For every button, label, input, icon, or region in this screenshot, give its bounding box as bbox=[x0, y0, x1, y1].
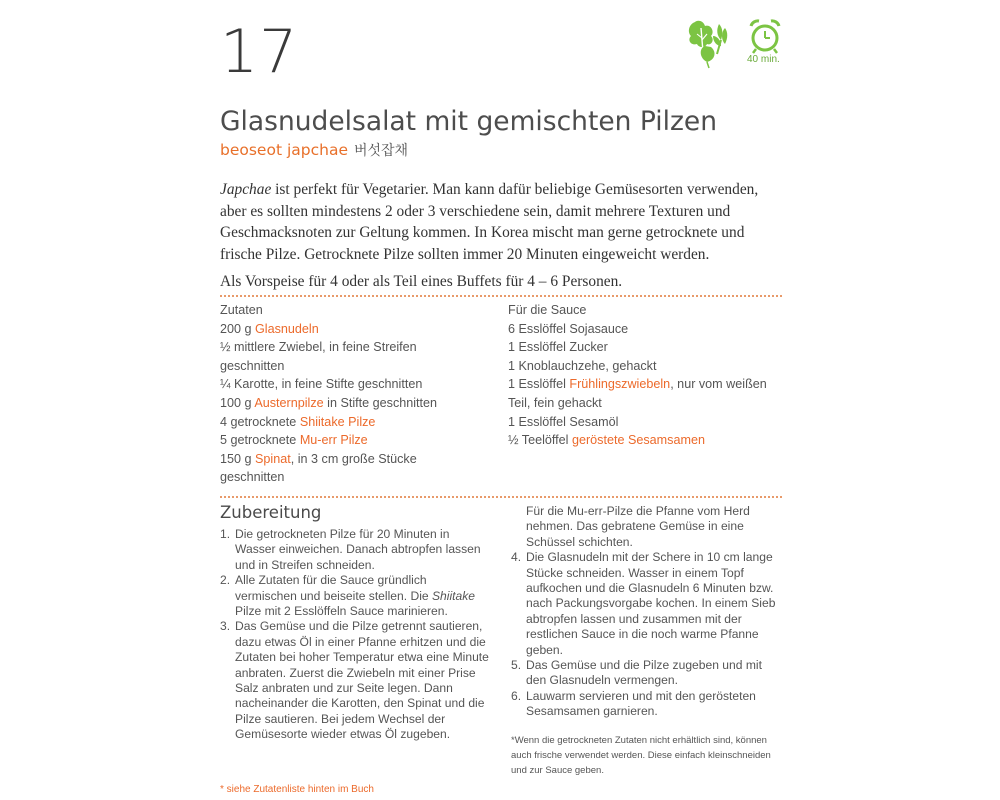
ingredient-highlight: Mu-err Pilze bbox=[299, 433, 368, 448]
ingredient-item bbox=[220, 375, 482, 394]
ingredient-item bbox=[220, 450, 482, 487]
step-item: 3. Das Gemüse und die Pilze getrennt sautieren, dazu etwas Öl in einer Pfanne erhitzen und die Zutaten bei hoher Temperatur etwa eine Minute anbraten. Zuerst die Zwiebeln mit einer Prise Salz anbraten und zur Seite legen. Dann nacheinander die Karotten, den Spinat und die Pilze sautieren. Bei jedem Wechsel der Gemüsesorte wieder etwas Öl zugeben. bbox=[220, 619, 489, 742]
ingredient-item bbox=[508, 431, 786, 450]
cooking-time: 40 min. bbox=[747, 54, 780, 65]
recipe-number: 17 bbox=[220, 17, 299, 87]
step-item bbox=[511, 504, 783, 550]
divider bbox=[220, 295, 782, 297]
ingredient-note: *Wenn die getrockneten Zutaten nicht erhältlich sind, können auch frische verwendet werden. Diese einfach kleinschneiden und zur Sauce geben. bbox=[511, 735, 771, 776]
step-item: 1. Die getrockneten Pilze für 20 Minuten in Wasser einweichen. Danach abtropfen lassen und in Streifen schneiden. bbox=[220, 527, 481, 572]
ingredient-text: 1 Esslöffel Sesamöl bbox=[508, 414, 619, 429]
step-item: 2. Alle Zutaten für die Sauce gründlich vermischen und beiseite stellen. Die Shiitake Pilze mit 2 Esslöffeln Sauce marinieren. bbox=[220, 573, 475, 619]
footnote: * siehe Zutatenliste hinten im Buch bbox=[220, 784, 374, 795]
step-item: 6. Lauwarm servieren und mit den gerösteten Sesamsamen garnieren. bbox=[511, 688, 756, 719]
ingredient-text: in Stifte geschnitten bbox=[323, 395, 438, 410]
step-emphasis: Shiitake bbox=[431, 588, 475, 603]
ingredient-text: , nur vom weißen Teil, fein gehackt bbox=[508, 377, 767, 410]
intro-emphasis: Japchae bbox=[220, 181, 272, 198]
preparation-steps-right bbox=[511, 504, 783, 720]
step-text: Alle Zutaten für die Sauce gründlich vermischen und beiseite stellen. Die bbox=[235, 573, 432, 603]
step-text: Pilze mit 2 Esslöffeln Sauce marinieren. bbox=[235, 604, 448, 619]
recipe-title: Glasnudelsalat mit gemischten Pilzen bbox=[220, 106, 717, 137]
intro-paragraph bbox=[220, 179, 785, 265]
recipe-page bbox=[220, 0, 785, 800]
ingredient-item bbox=[220, 338, 482, 375]
ingredient-highlight: Austernpilze bbox=[254, 395, 324, 410]
step-item: 4. Die Glasnudeln mit der Schere in 10 cm lange Stücke schneiden. Wasser in einem Topf aufkochen und die Glasnudeln 6 Minuten bzw. nach Packungsvorgabe kochen. In einem Sieb abtropfen lassen und zusammen mit der restlichen Sauce in die noch warme Pfanne geben. bbox=[511, 550, 776, 657]
ingredient-highlight: Shiitake Pilze bbox=[299, 414, 376, 429]
step-text: Das Gemüse und die Pilze getrennt sautieren, dazu etwas Öl in einer Pfanne erhitzen und die Zutaten bei hoher Temperatur etwa eine Minute anbraten. Zuerst die Zwiebeln mit einer Prise Salz anbraten und zur Seite legen. Dann nacheinander die Karotten, den Spinat und die Pilze sautieren. Bei jedem Wechsel der Gemüsesorte wieder etwas Öl zugeben. bbox=[235, 619, 489, 742]
ingredients-list bbox=[220, 301, 482, 487]
ingredient-text: 200 g bbox=[220, 321, 256, 336]
ingredient-text: 6 Esslöffel Sojasauce bbox=[508, 321, 629, 336]
serving-info: Als Vorspeise für 4 oder als Teil eines Buffets für 4 – 6 Personen. bbox=[220, 273, 623, 290]
ingredient-item bbox=[508, 375, 786, 412]
ingredient-text: 1 Esslöffel Zucker bbox=[508, 340, 608, 355]
ingredient-text: 100 g bbox=[220, 395, 255, 410]
ingredient-text: 5 getrocknete bbox=[220, 433, 300, 448]
ingredient-item bbox=[508, 357, 786, 376]
ingredient-text: ¼ Karotte, in feine Stifte geschnitten bbox=[220, 377, 423, 392]
alarm-clock-icon bbox=[745, 16, 785, 56]
ingredient-item bbox=[220, 320, 482, 339]
recipe-icons bbox=[685, 14, 785, 70]
preparation-heading: Zubereitung bbox=[220, 503, 322, 522]
intro-text: ist perfekt für Vegetarier. Man kann dafür beliebige Gemüsesorten verwenden, aber es sollten mindestens 2 oder 3 verschiedene sein, damit mehrere Texturen und Geschmacksnoten zur Geltung kommen. In Korea mischt man gerne getrocknete und frische Pilze. Getrocknete Pilze sollten immer 20 Minuten eingeweicht werden. bbox=[220, 181, 759, 263]
subtitle-romanized: beoseot japchae bbox=[220, 141, 348, 159]
ingredient-highlight: geröstete Sesamsamen bbox=[571, 433, 705, 448]
sauce-list bbox=[508, 301, 786, 450]
ingredient-highlight: Frühlingszwiebeln bbox=[569, 377, 671, 392]
vegetable-icon bbox=[685, 14, 741, 70]
ingredient-text: 150 g bbox=[220, 451, 256, 466]
ingredient-text: 1 Esslöffel bbox=[508, 377, 570, 392]
step-text: Für die Mu-err-Pilze die Pfanne vom Herd nehmen. Das gebratene Gemüse in eine Schüssel schichten. bbox=[526, 504, 750, 549]
ingredient-highlight: Spinat bbox=[255, 451, 291, 466]
ingredient-item bbox=[220, 394, 482, 413]
step-text: Das Gemüse und die Pilze zugeben und mit den Glasnudeln vermengen. bbox=[526, 658, 762, 688]
ingredient-item bbox=[220, 431, 482, 450]
ingredient-highlight: Glasnudeln bbox=[255, 321, 319, 336]
ingredient-text: 1 Knoblauchzehe, gehackt bbox=[508, 358, 657, 373]
divider bbox=[220, 496, 782, 498]
ingredient-item bbox=[508, 413, 786, 432]
step-text: Lauwarm servieren und mit den gerösteten Sesamsamen garnieren. bbox=[526, 688, 756, 719]
step-text: Die getrockneten Pilze für 20 Minuten in Wasser einweichen. Danach abtropfen lassen und in Streifen schneiden. bbox=[235, 527, 481, 572]
recipe-subtitle bbox=[220, 140, 408, 161]
ingredient-item bbox=[508, 338, 786, 357]
ingredient-item bbox=[220, 413, 482, 432]
ingredient-item bbox=[508, 320, 786, 339]
ingredient-text: 4 getrocknete bbox=[220, 414, 300, 429]
ingredient-text: ½ Teelöffel bbox=[508, 433, 572, 448]
preparation-steps-left bbox=[220, 527, 490, 743]
subtitle-korean: 버섯잡채 bbox=[353, 143, 409, 159]
ingredient-text: , in 3 cm große Stücke geschnitten bbox=[220, 451, 417, 485]
ingredient-text: ½ mittlere Zwiebel, in feine Streifen geschnitten bbox=[220, 340, 417, 373]
step-item: 5. Das Gemüse und die Pilze zugeben und mit den Glasnudeln vermengen. bbox=[511, 658, 762, 688]
step-text: Die Glasnudeln mit der Schere in 10 cm lange Stücke schneiden. Wasser in einem Topf aufkochen und die Glasnudeln 6 Minuten bzw. nach Packungsvorgabe kochen. In einem Sieb abtropfen lassen und zusammen mit der restlichen Sauce in die noch warme Pfanne geben. bbox=[526, 550, 776, 657]
sauce-heading: Für die Sauce bbox=[508, 303, 587, 317]
ingredients-heading: Zutaten bbox=[220, 303, 263, 317]
